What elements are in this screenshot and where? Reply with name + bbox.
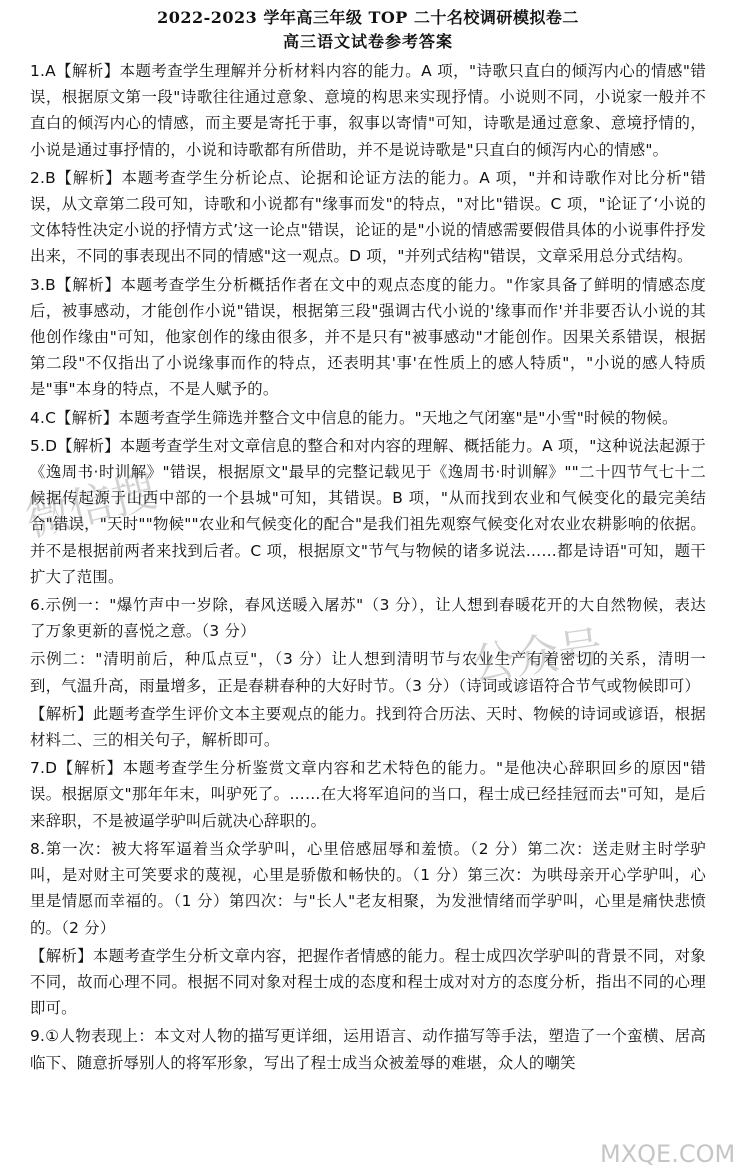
answer-item-3: 3.B【解析】本题考查学生分析概括作者在文中的观点态度的能力。"作家具备了鲜明的情感态度后，被事感动，才能创作小说"错误，根据第三段"强调古代小说的'缘事而作'并非要否认小说的其他创作缘由"可知，他家创作的缘由很多，并不是只有"被事感动"才能创作。因果关系错误，根据第二段"不仅指出了小说缘事而作的特点，还表明其'事'在性质上的感人特质"，"小说的感人特质是"事"本身的特点，不是人赋予的。 xyxy=(30,275,706,399)
answer-item-6-analysis: 【解析】此题考查学生评价文本主要观点的能力。找到符合历法、天时、物候的诗词或谚语，根据材料二、三的相关句子，解析即可。 xyxy=(30,704,706,750)
watermark-right: 公众号 xyxy=(467,622,606,691)
document-title: 2022-2023 学年高三年级 TOP 二十名校调研模拟卷二 xyxy=(157,8,579,27)
answer-item-6-example-2: 示例二："清明前后，种瓜点豆"，（3 分）让人想到清明节与农业生产有着密切的关系，清明一到，气温升高，雨量增多，正是春耕春种的大好时节。（3 分）（诗词或谚语符合节气或物候即可） xyxy=(30,650,706,695)
answer-item-7: 7.D【解析】本题考查学生分析鉴赏文章内容和艺术特色的能力。"是他决心辞职回乡的原因"错误。根据原文"那年年末，叫驴死了。……在大将军追问的当口，程士成已经挂冠而去"可知，是后来辞职，不是被逼学驴叫后就决心辞职的。 xyxy=(30,759,706,830)
answer-item-4: 4.C【解析】本题考查学生筛选并整合文中信息的能力。"天地之气闭塞"是"小雪"时候的物候。 xyxy=(30,408,678,427)
answer-item-9: 9.①人物表现上：本文对人物的描写更详细，运用语言、动作描写等手法，塑造了一个蛮横、居高临下、随意折辱别人的将军形象，写出了程士成当众被羞辱的难堪，众人的嘲笑 xyxy=(30,1027,706,1072)
answer-item-6-example-1: 6.示例一："爆竹声中一岁除，春风送暖入屠苏"（3 分），让人想到春暖花开的大自然物候，表达了万象更新的喜悦之意。（3 分） xyxy=(30,596,706,641)
watermark-left: 微信搜 xyxy=(20,465,162,548)
answer-item-5: 5.D【解析】本题考查学生对文章信息的整合和对内容的理解、概括能力。A 项，"这种说法起源于《逸周书·时训解》"错误，根据原文"最早的完整记载见于《逸周书·时训解》""二十四节气七十二候据传起源于山西中部的一个县城"可知，其错误。B 项，"从而找到农业和气候变化的最完美结合"错误，"天时""物候""农业和气候变化的配合"是我们祖先观察气候变化对农业农耕影响的依据。并不是根据前两者来找到后者。C 项，根据原文"节气与物候的诸多说法……都是诗语"可知，题干扩大了范围。 xyxy=(30,436,706,586)
document-subtitle: 高三语文试卷参考答案 xyxy=(282,32,453,51)
answer-item-8-analysis: 【解析】本题考查学生分析文章内容，把握作者情感的能力。程士成四次学驴叫的背景不同，对象不同，故而心理不同。根据不同对象对程士成的态度和程士成对对方的态度分析，指出不同的心理即可。 xyxy=(30,946,706,1018)
watermark-corner: MXQE.COM xyxy=(600,1140,735,1168)
answer-item-2: 2.B【解析】本题考查学生分析论点、论据和论证方法的能力。A 项，"并和诗歌作对比分析"错误，从文章第二段可知，诗歌和小说都有"缘事而发"的特点，"对比"错误。C 项，"论证了‘小说的文体特性决定小说的抒情方式’这一论点"错误，论证的是"小说的情感需要假借具体的小说事件抒发出来，不同的事表现出不同的情感"这一观点。D 项，"并列式结构"错误，文章采用总分式结构。 xyxy=(30,168,706,266)
answer-item-8: 8.第一次：被大将军逼着当众学驴叫，心里倍感屈辱和羞愤。（2 分）第二次：送走财主时学驴叫，是对财主可笑要求的蔑视，心里是骄傲和畅快的。（1 分）第三次：为哄母亲开心学驴叫，心里是情愿而幸福的。（1 分）第四次：与"长人"老友相聚，为发泄情绪而学驴叫，心里是痛快悲愤的。（2 分） xyxy=(30,839,706,937)
answer-item-1: 1.A【解析】本题考查学生理解并分析材料内容的能力。A 项，"诗歌只直白的倾泻内心的情感"错误，根据原文第一段"诗歌往往通过意象、意境的构思来实现抒情。小说则不同，小说家一般并不直白的倾泻内心的情感，而主要是寄托于事，叙事以寄情"可知，诗歌是通过意象、意境抒情的，小说是通过事抒情的，小说和诗歌都有所借助，并不是说诗歌是"只直白的倾泻内心的情感"。 xyxy=(30,62,706,159)
